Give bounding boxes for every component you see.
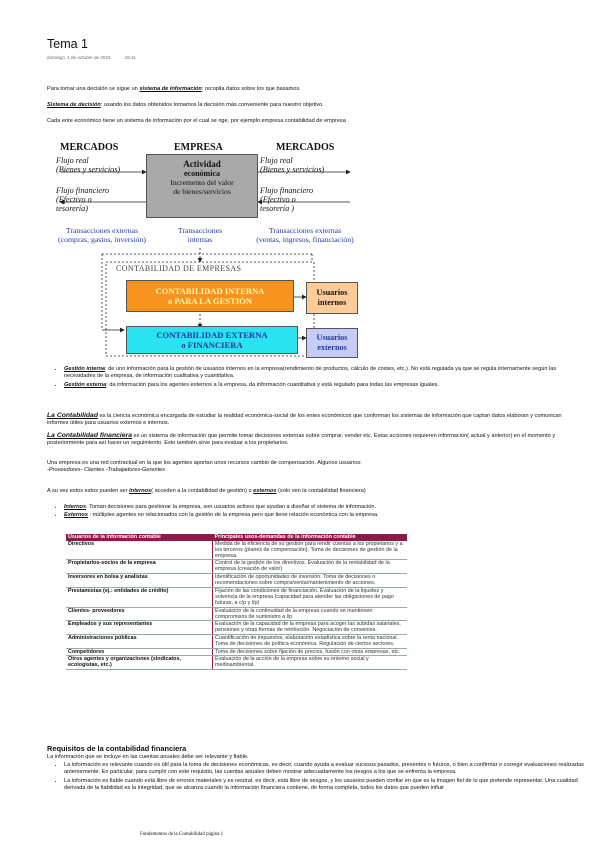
flujo-financiero-left: Flujo financiero (Efectivo o tesorería) — [56, 186, 110, 213]
list-item: • La información es relevante cuando es útil para la toma de decisiones económicas, es decir, cuando ayuda a evaluar sucesos pasados, presentes o futuros, o bien a confirmar o corregir evaluaciones realizadas anteriormente. En particular, para cumplir con este requisito, las cuentas anuales deben mostrar adecuadamente los riesgos a los que se enfrenta la empresa. — [64, 762, 584, 777]
trans-internas: Transacciones internas — [177, 226, 223, 244]
empresa-red: Una empresa es una red contractual en la que los agentes aportan unos recursos cambio de compensación. Algunos usuarios: -Proveedores- Clientes -Trabajadores-Gerentes — [47, 460, 362, 474]
list-item: • La información es fiable cuando está libre de errores materiales y es neutral, es decir, está libre de sesgos, y los usuarios pueden confiar en que es la imagen fiel de lo que pretende representar. Una cualidad derivada de la fiabilidad es la integridad, que se alcanza cuando la información financiera contiene, de forma completa, todos los datos que pueden influir — [64, 778, 584, 793]
usuarios-list — [50, 504, 564, 521]
actividad-box: Actividad económica Incremento del valor de bienes/servicios — [146, 154, 258, 218]
mercados-right: MERCADOS — [276, 142, 335, 153]
contabilidad-label: CONTABILIDAD DE EMPRESAS — [116, 264, 242, 273]
table-row: Competidores Toma de decisiones sobre fijación de precios, fusión con otras empresas, etc. — [66, 648, 407, 656]
page-date — [47, 55, 150, 60]
requisitos-heading: Requisitos de la contabilidad financiera — [47, 744, 187, 753]
contabilidad-externa-box: CONTABILIDAD EXTERNA o FINANCIERA — [126, 326, 298, 354]
contabilidad-interna-box: CONTABILIDAD INTERNA o PARA LA GESTIÓN — [126, 280, 294, 312]
table-row: Prestamistas (ej.: entidades de crédito) Fijación de las condiciones de financiación. Evaluación de la liquidez y solvencia de la empresa (capacidad para atender las obligaciones de pago futuras, a c/p y l/p) — [66, 587, 407, 607]
usuarios-internos-box: Usuarios internos — [306, 282, 358, 314]
trans-externas-left: Transacciones externas (compras, gastos, inversión) — [58, 226, 146, 244]
trans-externas-right: Transacciones externas (ventas, ingresos, financiación) — [256, 226, 354, 244]
flujo-real-left: Flujo real (Bienes y servicios) — [56, 156, 121, 174]
table-header — [66, 534, 407, 541]
table-row: Administraciones públicas Cuantificación de impuestos, elaboración estadística sobre la renta nacional. Toma de decisiones de política económica. Regulación de ciertos sectores. — [66, 634, 407, 648]
page-title: Tema 1 — [47, 37, 88, 51]
usuarios-table — [66, 534, 407, 670]
intro-p2: Sistema de decisión: usando los datos obtenidos tomamos la decisión más conveniente para nuestro objetivo. — [47, 102, 324, 108]
gestion-list — [50, 366, 564, 390]
flujo-financiero-right: Flujo financiero (Efectivo o tesorería ) — [260, 186, 314, 213]
contabilidad-financiera-def: La Contabilidad financiera es un sistema de información que permite tomar decisiones externas sobre comprar, vender etc. Estas acciones requieren información( actual y anterior) en el momento y posteriormente para así hacer un seguimiento. Esto también sirve para evaluar a los propietarios. — [47, 432, 556, 447]
usuarios-externos-box: Usuarios externos — [306, 328, 358, 358]
accounting-diagram — [50, 138, 370, 358]
table-header-cell: Usuarios de la información contable — [66, 534, 213, 541]
mercados-left: MERCADOS — [60, 142, 119, 153]
date-text: domingo, 1 de octubre de 2023 — [47, 55, 111, 60]
contabilidad-def: La Contabilidad es la ciencia económica encargada de estudiar la realidad económica-social de los entes económicos que conforman los sistemas de información que captan datos elaboran y comunican informes útiles para usuarios externos e internos. — [47, 412, 562, 427]
empresa-label: EMPRESA — [174, 142, 223, 153]
list-item: • Gestión externa: da información para los agentes externos a la empresa, da información cuantitativa y está regulado para todas las empresas iguales. — [64, 382, 564, 389]
table-row: Clientes- proveedores Evaluación de la continuidad de la empresa cuando se mantienen compromisos de suministro a l/p — [66, 607, 407, 621]
time-text: 18:11 — [124, 55, 136, 60]
requisitos-intro: La información que se incluye en las cuentas anuales debe ser relevante y fiable. — [47, 754, 249, 760]
requisitos-list — [50, 762, 584, 794]
intro-p3: Cada ente económico tiene un sistema de información por el cual se rige, por ejemplo empresa contabilidad de empresa — [47, 118, 346, 124]
list-item: • Externos : múltiples agentes no relacionados con la gestión de la empresa pero que tiene relación económica con la empresa. — [64, 512, 564, 519]
table-row: Directivos Medida de la eficiencia de su gestión para rendir cuentas a los propietarios y a los terceros (planes de compensación). Toma de decisiones de gestión de la empresa. — [66, 541, 407, 560]
list-item: • Internos. Toman decisiones para gestionar la empresa, son usuarios activos que ayudan a diseñar el sistema de información. — [64, 504, 564, 511]
list-item: • Gestión interna: de uno información para la gestión de usuarios internos en la empresa(rendimiento de productos, cálculo de costes, etc.). No está regulada ya que se regula internamente según las necesidades de la empresa, de información cualitativa y cuantitativa. — [64, 366, 564, 381]
table-row: Empleados y sus representantes Evaluación de la capacidad de la empresa para acoger las subidas salariales, pensiones y otras formas de retribución. Negociación de convenios. — [66, 621, 407, 635]
table-row: Otros agentes y organizaciones (sindicatos, ecologistas, etc.) Evaluación de la acción de la empresa sobre su entorno social y medioambiental. — [66, 656, 407, 670]
table-header-cell: Principales usos-demandas de la información contable — [213, 534, 408, 541]
table-row: Inversores en bolsa y analistas Identificación de oportunidades de inversión. Toma de decisiones o recomendaciones sobre compra/venta/mantenimiento de acciones. — [66, 574, 407, 588]
usuarios-line: A su vez estos estos pueden ser internos( acceden a la contabilidad de gestión) o externos (solo ven la contabilidad financiera) — [47, 488, 366, 494]
page-footer: Fundamentos de la Contabilidad página 1 — [140, 832, 224, 837]
flujo-real-right: Flujo real (Bienes y servicios) — [260, 156, 325, 174]
intro-p1: Para tomar una decisión se sigue un sistema de información: recopila datos sobre los que basamos. — [47, 86, 301, 92]
table-row: Propietarios-socios de la empresa Control de la gestión de los directivos. Evaluación de la rentabilidad de la empresa (creación de valor) — [66, 560, 407, 574]
